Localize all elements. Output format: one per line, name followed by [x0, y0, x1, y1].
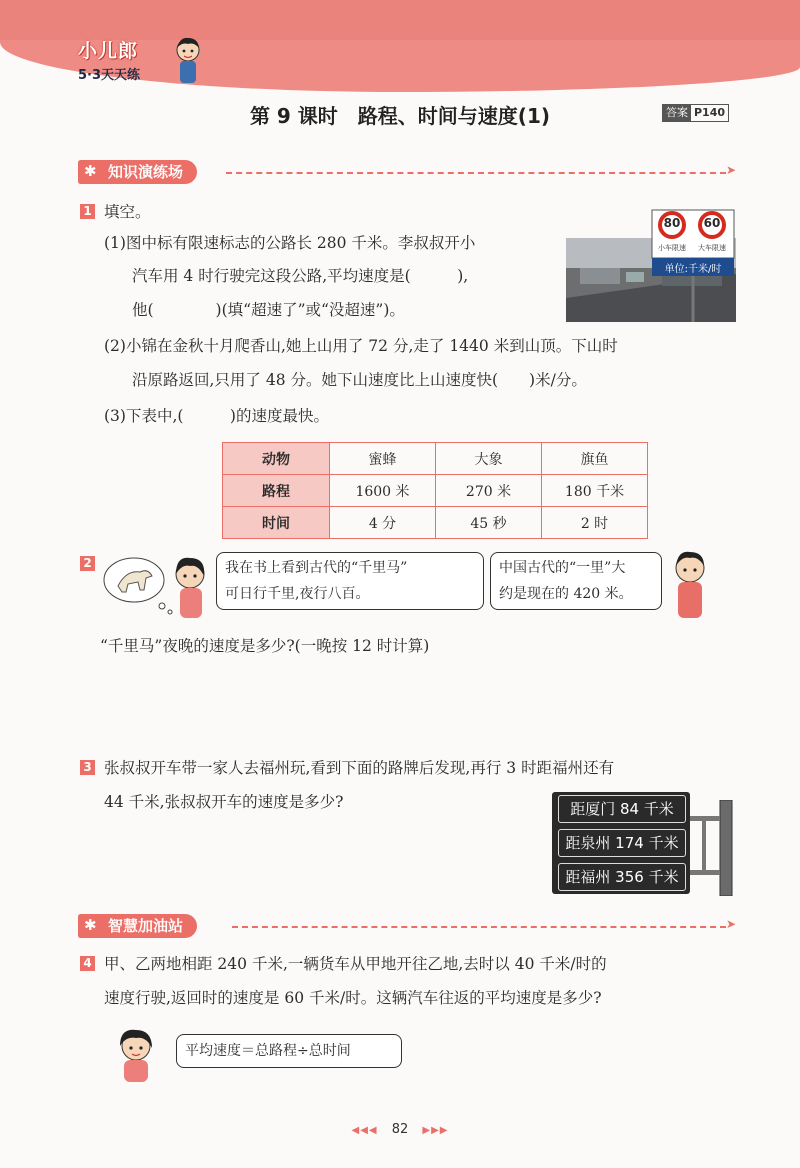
table-header-cell: 动物: [223, 443, 330, 475]
road-sign-row: 距厦门 84 千米: [558, 795, 686, 823]
table-header-cell: 蜜蜂: [330, 443, 436, 475]
question-text: (2)小锦在金秋十月爬香山,她上山用了 72 分,走了 1440 米到山顶。下山时: [104, 337, 618, 355]
table-cell: 180 千米: [542, 475, 648, 507]
question-number: 3: [80, 760, 95, 775]
speed-limit-truck: 60: [703, 216, 721, 230]
speed-limit-car: 80: [663, 216, 681, 230]
table-header-cell: 大象: [436, 443, 542, 475]
page-number-text: 82: [391, 1122, 409, 1137]
arrows-left-icon: ◀◀◀: [351, 1125, 378, 1136]
table-row-label: 时间: [223, 507, 330, 539]
speed-limit-truck-caption: 大车限速: [698, 244, 726, 252]
hint-text: 平均速度＝总路程÷总时间: [185, 1043, 351, 1059]
page-number: [0, 1122, 800, 1137]
table-header-cell: 旗鱼: [542, 443, 648, 475]
question-text: (3)下表中,( )的速度最快。: [104, 407, 329, 425]
lesson-title: 第 9 课时 路程、时间与速度(1): [249, 104, 551, 128]
question-title: 填空。: [104, 203, 151, 221]
speed-limit-car-caption: 小车限速: [658, 244, 686, 252]
table-cell: 2 时: [542, 507, 648, 539]
road-sign-row: 距泉州 174 千米: [558, 829, 686, 857]
speed-unit-label: 单位:千米/时: [664, 264, 722, 275]
animal-speed-table: [222, 442, 648, 539]
answer-label: 答案: [663, 105, 691, 121]
table-row-label: 路程: [223, 475, 330, 507]
section-divider: [226, 172, 726, 174]
section-heading-challenge: [78, 914, 197, 938]
bubble-text: 我在书上看到古代的“千里马”: [225, 560, 408, 576]
question-text: 甲、乙两地相距 240 千米,一辆货车从甲地开往乙地,去时以 40 千米/时的: [104, 955, 607, 973]
speech-bubble-boy: [490, 552, 662, 610]
speed-limit-photo: [566, 208, 736, 322]
table-cell: 1600 米: [330, 475, 436, 507]
section-title: 知识演练场: [108, 163, 184, 181]
table-row: [223, 475, 648, 507]
table-row: [223, 507, 648, 539]
section-title: 智慧加油站: [108, 917, 184, 935]
mascot-icon: [174, 36, 202, 86]
section-mark-icon: ✱: [84, 916, 97, 934]
question-text: 速度行驶,返回时的速度是 60 千米/时。这辆汽车往返的平均速度是多少?: [104, 989, 602, 1007]
bubble-text: 约是现在的 420 米。: [499, 586, 633, 602]
answer-page-tag: [662, 104, 729, 122]
question-number: 4: [80, 956, 95, 971]
answer-page: P140: [694, 106, 726, 119]
section-heading-practice: [78, 160, 197, 184]
question-number: 1: [80, 204, 95, 219]
speech-bubble-girl: [216, 552, 484, 610]
question-text: (1)图中标有限速标志的公路长 280 千米。李叔叔开小: [104, 234, 476, 252]
table-cell: 4 分: [330, 507, 436, 539]
arrow-right-icon: ➤: [726, 917, 737, 931]
question-number: 2: [80, 556, 95, 571]
girl-hint-illustration: [110, 1026, 162, 1082]
sign-post-icon: [690, 800, 740, 896]
distance-road-sign: [552, 792, 690, 894]
logo: [78, 36, 198, 86]
question-text: 44 千米,张叔叔开车的速度是多少?: [104, 793, 344, 811]
question-text: “千里马”夜晚的速度是多少?(一晚按 12 时计算): [100, 637, 430, 655]
question-text: 张叔叔开车带一家人去福州玩,看到下面的路牌后发现,再行 3 时距福州还有: [104, 759, 615, 777]
header-band-top: [0, 0, 800, 40]
question-text: 沿原路返回,只用了 48 分。她下山速度比上山速度快( )米/分。: [132, 371, 587, 389]
boy-illustration: [668, 546, 712, 620]
question-text: 汽车用 4 时行驶完这段公路,平均速度是( ),: [132, 267, 469, 285]
arrows-right-icon: ▶▶▶: [422, 1125, 449, 1136]
bubble-text: 可日行千里,夜行八百。: [225, 586, 370, 602]
section-mark-icon: ✱: [84, 162, 97, 180]
hint-bubble: [176, 1034, 402, 1068]
road-sign-row: 距福州 356 千米: [558, 863, 686, 891]
logo-main-text: 小儿郎: [78, 40, 139, 62]
girl-thinking-horse-illustration: [100, 552, 212, 620]
table-row: [223, 443, 648, 475]
bubble-text: 中国古代的“一里”大: [499, 560, 626, 576]
question-text: 他( )(填“超速了”或“没超速”)。: [132, 301, 405, 319]
section-divider: [232, 926, 726, 928]
table-cell: 270 米: [436, 475, 542, 507]
arrow-right-icon: ➤: [726, 163, 737, 177]
table-cell: 45 秒: [436, 507, 542, 539]
logo-sub-text: 5·3天天练: [78, 68, 141, 83]
